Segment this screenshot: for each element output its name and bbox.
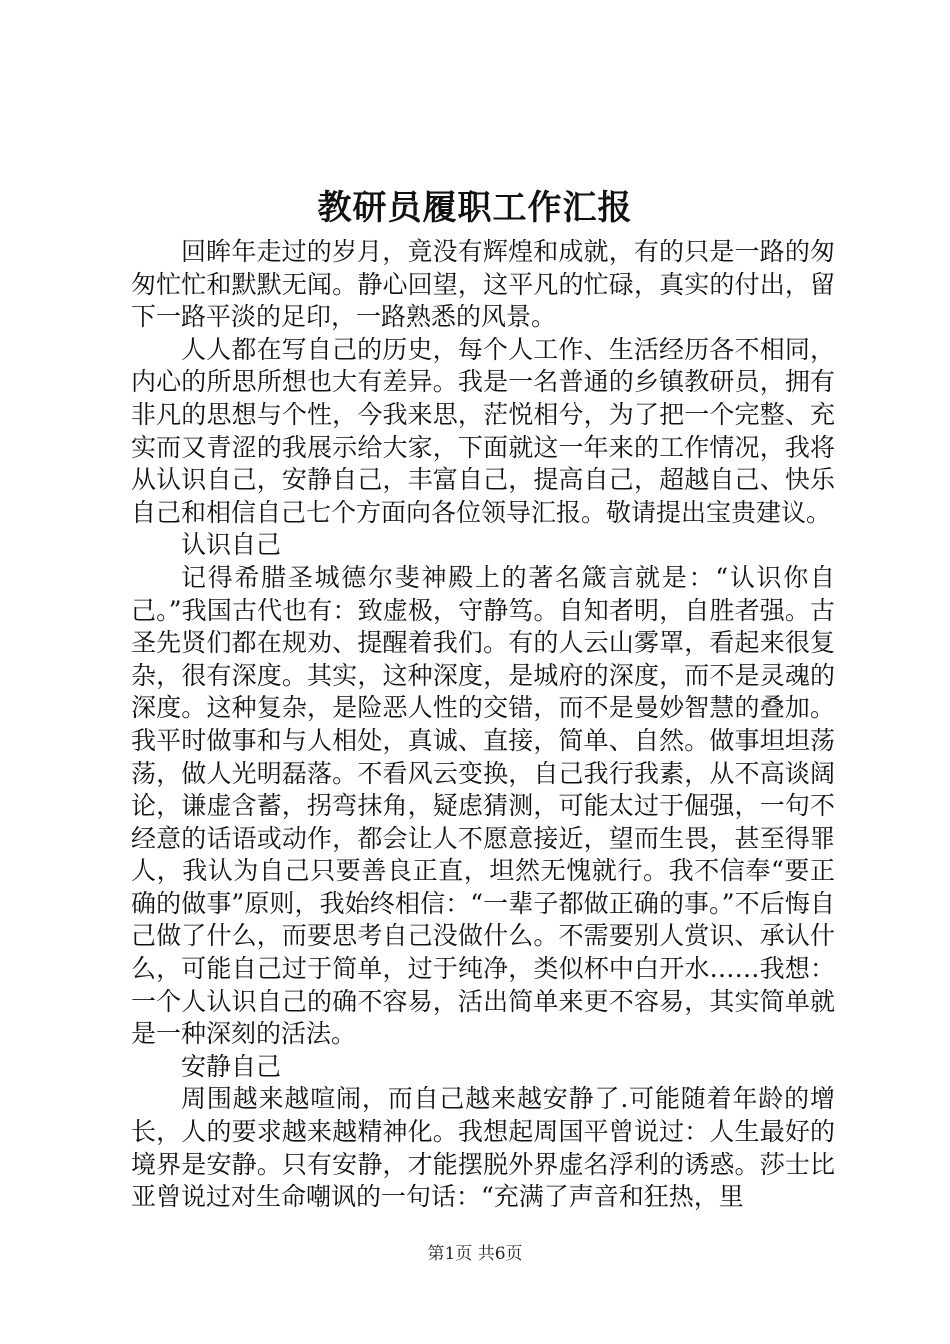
paragraph-calm-yourself: 周围越来越喧闹，而自己越来越安静了.可能随着年龄的增长，人的要求越来越精神化。我想起周国平曾说过：人生最好的境界是安静。只有安静，才能摆脱外界虚名浮利的诱惑。莎士比亚曾说过对生命嘲讽的一句话：“充满了声音和狂热，里 [131,1084,835,1212]
paragraph-know-yourself: 记得希腊圣城德尔斐神殿上的著名箴言就是：“认识你自己。”我国古代也有：致虚极，守静笃。自知者明，自胜者强。古圣先贤们都在规劝、提醒着我们。有的人云山雾罩，看起来很复杂，很有深度。其实，这种深度，是城府的深度，而不是灵魂的深度。这种复杂，是险恶人性的交错，而不是曼妙智慧的叠加。我平时做事和与人相处，真诚、直接，简单、自然。做事坦坦荡荡，做人光明磊落。不看风云变换，自己我行我素，从不高谈阔论，谦虚含蓄，拐弯抹角，疑虑猜测，可能太过于倔强，一句不经意的话语或动作，都会让人不愿意接近，望而生畏，甚至得罪人，我认为自己只要善良正直，坦然无愧就行。我不信奉“要正确的做事”原则，我始终相信：“一辈子都做正确的事。”不后悔自己做了什么，而要思考自己没做什么。不需要别人赏识、承认什么，可能自己过于简单，过于纯净，类似杯中白开水……我想：一个人认识自己的确不容易，活出简单来更不容易，其实简单就是一种深刻的活法。 [131,562,835,1049]
page-number-footer: 第1页 共6页 [427,1244,523,1264]
document-title: 教研员履职工作汇报 [317,188,633,228]
document-body [131,236,835,1214]
section-heading-calm-yourself: 安静自己 [181,1051,282,1081]
section-heading-know-yourself: 认识自己 [181,530,282,560]
paragraph-intro: 回眸年走过的岁月，竟没有辉煌和成就，有的只是一路的匆匆忙忙和默默无闻。静心回望，这平凡的忙碌，真实的付出，留下一路平淡的足印，一路熟悉的风景。 [131,237,835,332]
paragraph-overview: 人人都在写自己的历史，每个人工作、生活经历各不相同，内心的所思所想也大有差异。我是一名普通的乡镇教研员，拥有非凡的思想与个性，今我来思，茫悦相兮，为了把一个完整、充实而又青涩的我展示给大家，下面就这一年来的工作情况，我将从认识自己，安静自己，丰富自己，提高自己，超越自己、快乐自己和相信自己七个方面向各位领导汇报。敬请提出宝贵建议。 [131,334,835,527]
